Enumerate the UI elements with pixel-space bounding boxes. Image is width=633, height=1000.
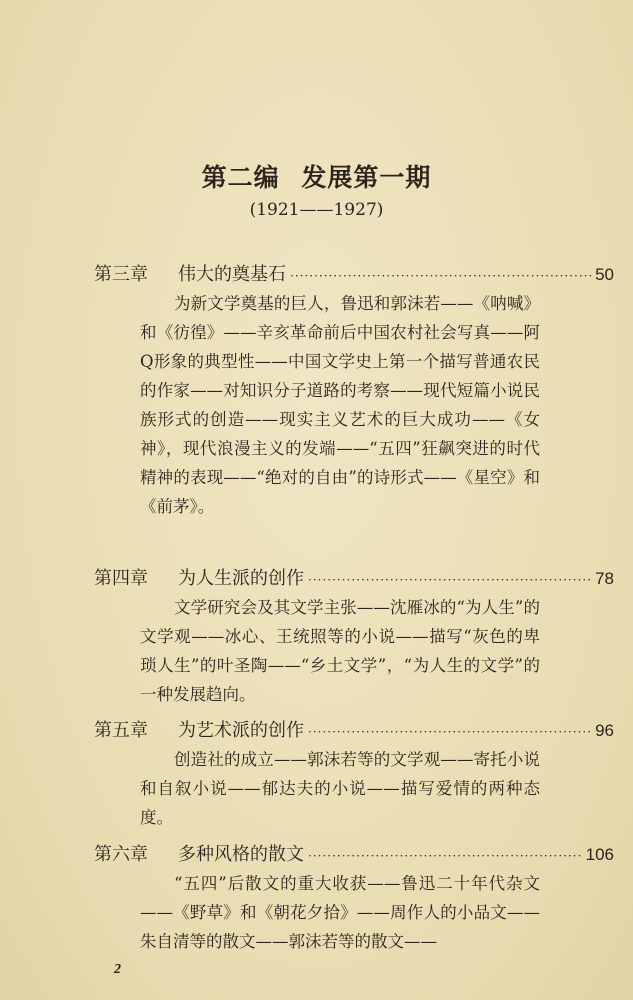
chapter-page-number: 78 (595, 569, 614, 588)
chapter-title: 伟大的奠基石 (178, 264, 286, 285)
chapter-title: 为艺术派的创作 (178, 720, 304, 741)
chapter-number: 第五章 (94, 720, 148, 741)
dot-leader (308, 849, 582, 863)
chapter-summary: “五四”后散文的重大收获——鲁迅二十年代杂文——《野草》和《朝花夕拾》——周作人的小品文——朱自清等的散文——郭沫若等的散文—— (140, 874, 540, 951)
toc-entry-chapter-6[interactable] (94, 840, 614, 868)
chapter-summary: 创造社的成立——郭沫若等的文学观——寄托小说和自叙小说——郁达夫的小说——描写爱情的两种态度。 (140, 750, 540, 827)
chapter-title: 为人生派的创作 (178, 568, 304, 589)
chapter-summary: 为新文学奠基的巨人，鲁迅和郭沫若——《呐喊》和《彷徨》——辛亥革命前后中国农村社会写真——阿Q形象的典型性——中国文学史上第一个描写普通农民的作家——对知识分子道路的考察——现代短篇小说民族形式的创造——现实主义艺术的巨大成功——《女神》，现代浪漫主义的发端——“五四”狂飙突进的时代精神的表现——“绝对的自由”的诗形式——《星空》和《前茅》。 (140, 294, 540, 516)
page-folio: 2 (114, 962, 121, 977)
chapter-number: 第三章 (94, 264, 148, 285)
part-years: (1921——1927) (249, 200, 384, 220)
part-label: 第二编 (201, 163, 280, 192)
dot-leader (308, 573, 591, 587)
toc-entry-chapter-3[interactable] (94, 260, 614, 288)
chapter-summary: 文学研究会及其文学主张——沈雁冰的“为人生”的文学观——冰心、王统照等的小说——描写“灰色的卑琐人生”的叶圣陶——“乡土文学”，“为人生的文学”的一种发展趋向。 (140, 598, 540, 704)
toc-entry-chapter-5[interactable] (94, 716, 614, 744)
chapter-number: 第六章 (94, 844, 148, 865)
chapter-page-number: 50 (595, 265, 614, 284)
dot-leader (290, 269, 591, 283)
chapter-title: 多种风格的散文 (178, 844, 304, 865)
part-title (0, 158, 633, 194)
chapter-page-number: 96 (595, 721, 614, 740)
dot-leader (308, 725, 591, 739)
chapter-page-number: 106 (585, 845, 614, 864)
toc-entry-chapter-4[interactable] (94, 564, 614, 592)
chapter-number: 第四章 (94, 568, 148, 589)
part-name: 发展第一期 (301, 163, 432, 192)
